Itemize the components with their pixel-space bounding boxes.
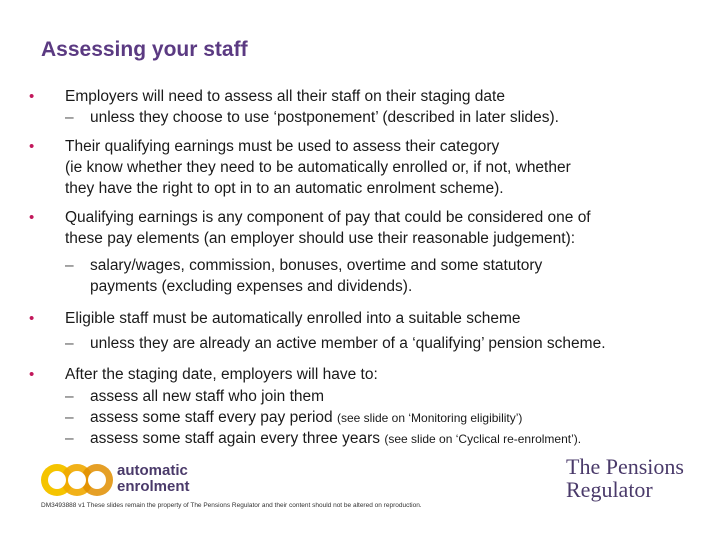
logo-line: The Pensions [566, 454, 684, 479]
dash-marker: – [65, 409, 74, 426]
sub-bullet-main: assess some staff again every three years [90, 430, 385, 447]
bullet-line: these pay elements (an employer should use their reasonable judgement): [65, 230, 576, 247]
dash-marker: – [65, 257, 74, 274]
sub-bullet-line [90, 407, 710, 429]
bullet-line: Qualifying earnings is any component of pay that could be considered one of [65, 209, 591, 226]
footer-disclaimer: DM3493888 v1 These slides remain the property of The Pensions Regulator and their content should not be altered on reproduction. [41, 502, 422, 509]
bullet-item [29, 136, 705, 199]
slide-reference-note: (see slide on ‘Cyclical re-enrolment’). [384, 432, 582, 446]
bullet-line: Their qualifying earnings must be used to assess their category [65, 138, 500, 155]
sub-bullet-item [65, 386, 710, 407]
pensions-regulator-logo [566, 455, 684, 501]
sub-bullet-main: assess some staff every pay period [90, 409, 337, 426]
logo-circle-hole [48, 471, 66, 489]
bullet-line: (ie know whether they need to be automatically enrolled or, if not, whether [65, 159, 571, 176]
slide-title: Assessing your staff [41, 38, 248, 61]
bullet-item [29, 364, 705, 385]
bullet-line: Employers will need to assess all their staff on their staging date [65, 88, 505, 105]
sub-bullet-item [65, 107, 710, 128]
sub-bullet-item [65, 428, 710, 450]
sub-bullet-line [90, 428, 710, 450]
dash-marker: – [65, 430, 74, 447]
sub-bullet-item [65, 255, 710, 297]
bullet-line: Eligible staff must be automatically enrolled into a suitable scheme [65, 310, 521, 327]
logo-circle-hole [68, 471, 86, 489]
sub-bullet-line: salary/wages, commission, bonuses, overtime and some statutory [90, 257, 543, 274]
slide-reference-note: (see slide on ‘Monitoring eligibility’) [336, 411, 523, 425]
sub-bullet-line: unless they choose to use ‘postponement’ (described in later slides). [90, 109, 559, 126]
bullet-dot: • [29, 366, 35, 383]
bullet-item [29, 86, 705, 107]
bullet-item [29, 308, 705, 329]
automatic-enrolment-wordmark [117, 463, 190, 495]
sub-bullet-line: unless they are already an active member of a ‘qualifying’ pension scheme. [90, 335, 606, 352]
bullet-line: After the staging date, employers will have to: [65, 366, 378, 383]
logo-line: Regulator [566, 477, 653, 502]
dash-marker: – [65, 335, 74, 352]
sub-bullet-line: assess all new staff who join them [90, 388, 325, 405]
bullet-line: they have the right to opt in to an automatic enrolment scheme). [65, 180, 504, 197]
bullet-dot: • [29, 209, 35, 226]
sub-bullet-item [65, 333, 710, 354]
bullet-dot: • [29, 138, 35, 155]
logo-line: enrolment [117, 478, 190, 495]
logo-circle-hole [88, 471, 106, 489]
logo-line: automatic [117, 462, 188, 479]
dash-marker: – [65, 388, 74, 405]
sub-bullet-line: payments (excluding expenses and dividends). [90, 278, 413, 295]
dash-marker: – [65, 109, 74, 126]
sub-bullet-item [65, 407, 710, 429]
bullet-dot: • [29, 88, 35, 105]
bullet-dot: • [29, 310, 35, 327]
bullet-item [29, 207, 705, 249]
